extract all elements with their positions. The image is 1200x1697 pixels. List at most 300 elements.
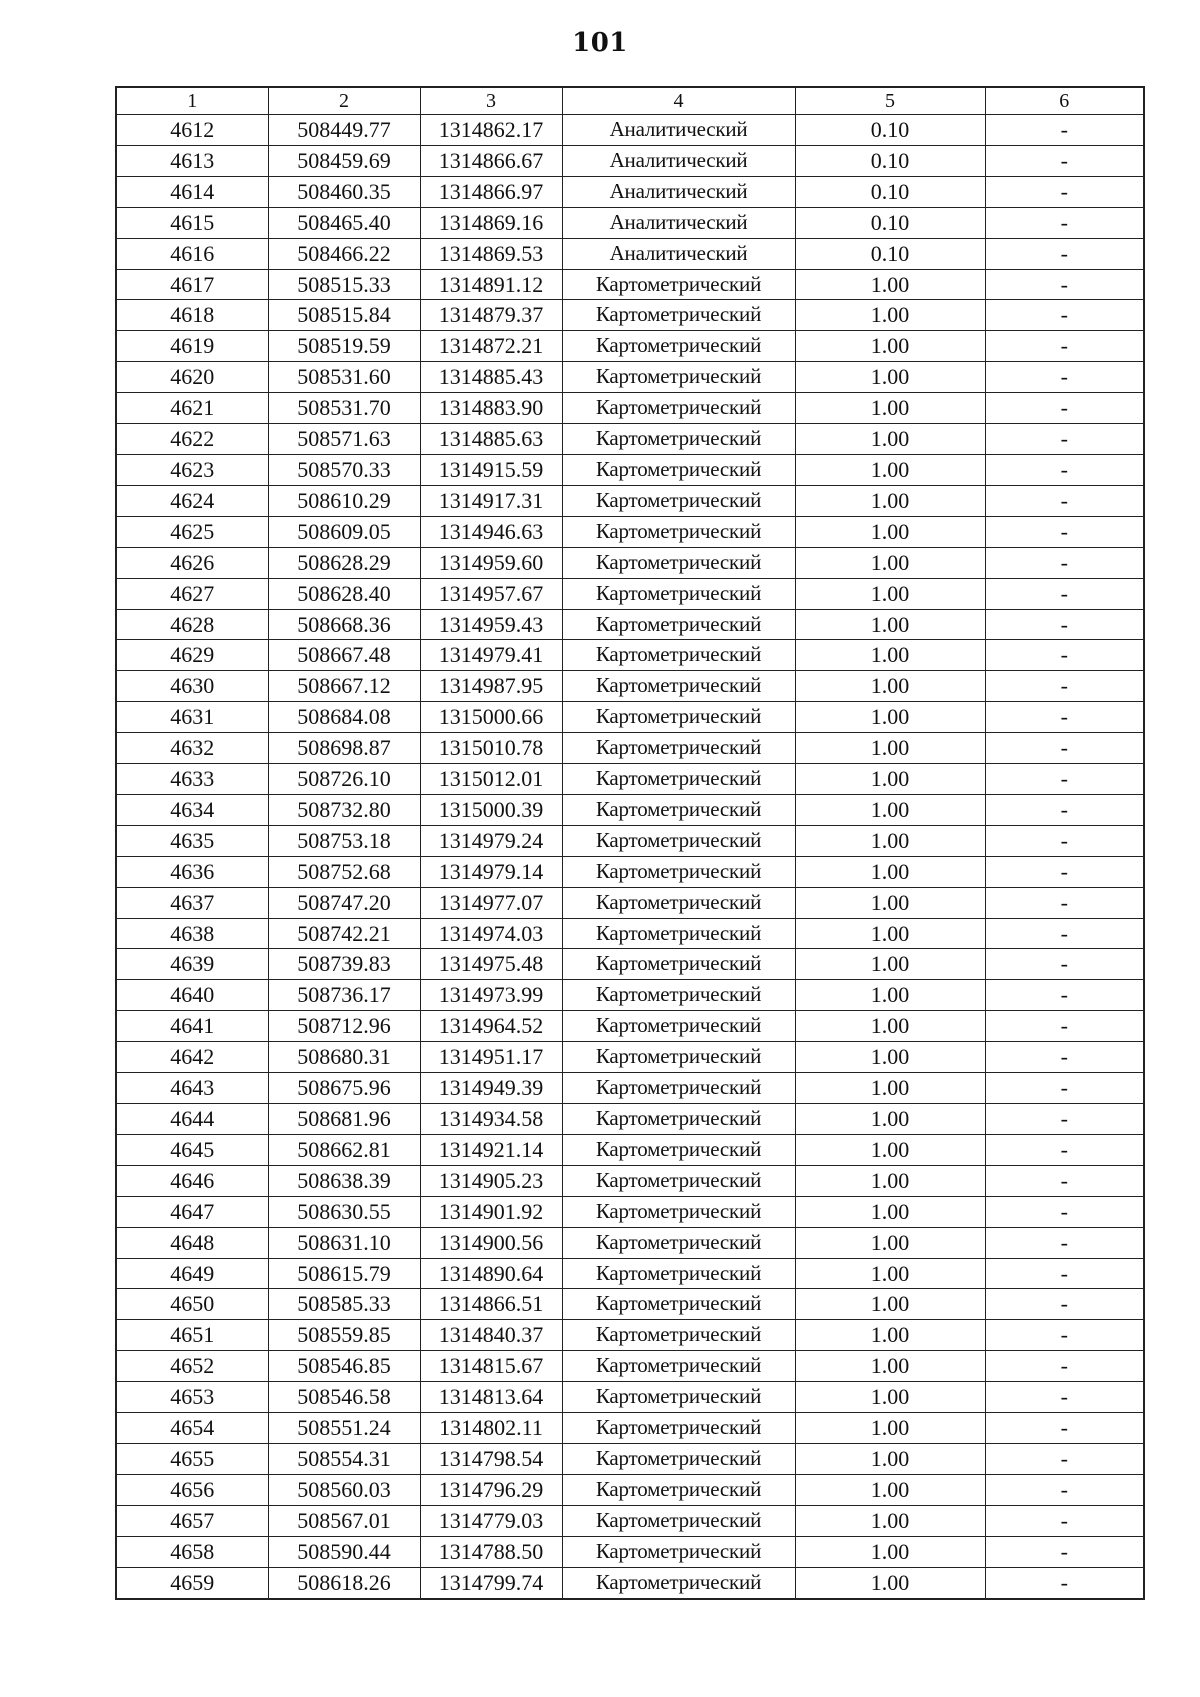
x-coordinate-cell: 508668.36 <box>268 609 420 640</box>
y-coordinate-cell: 1314815.67 <box>420 1351 562 1382</box>
note-cell: - <box>985 825 1144 856</box>
accuracy-cell: 1.00 <box>795 1073 985 1104</box>
accuracy-cell: 1.00 <box>795 887 985 918</box>
method-cell: Аналитический <box>562 145 795 176</box>
table-row <box>116 1227 1144 1258</box>
method-cell: Картометрический <box>562 1536 795 1567</box>
x-coordinate-cell: 508638.39 <box>268 1165 420 1196</box>
x-coordinate-cell: 508551.24 <box>268 1413 420 1444</box>
method-cell: Картометрический <box>562 300 795 331</box>
point-number-cell: 4617 <box>116 269 268 300</box>
method-cell: Картометрический <box>562 609 795 640</box>
y-coordinate-cell: 1315012.01 <box>420 764 562 795</box>
x-coordinate-cell: 508559.85 <box>268 1320 420 1351</box>
method-cell: Картометрический <box>562 1227 795 1258</box>
method-cell: Картометрический <box>562 454 795 485</box>
note-cell: - <box>985 1443 1144 1474</box>
y-coordinate-cell: 1314975.48 <box>420 949 562 980</box>
y-coordinate-cell: 1314885.43 <box>420 362 562 393</box>
x-coordinate-cell: 508546.85 <box>268 1351 420 1382</box>
method-cell: Картометрический <box>562 393 795 424</box>
x-coordinate-cell: 508732.80 <box>268 794 420 825</box>
note-cell: - <box>985 547 1144 578</box>
accuracy-cell: 0.10 <box>795 176 985 207</box>
accuracy-cell: 1.00 <box>795 1196 985 1227</box>
y-coordinate-cell: 1314915.59 <box>420 454 562 485</box>
y-coordinate-cell: 1314872.21 <box>420 331 562 362</box>
x-coordinate-cell: 508609.05 <box>268 516 420 547</box>
note-cell: - <box>985 1073 1144 1104</box>
point-number-cell: 4627 <box>116 578 268 609</box>
point-number-cell: 4650 <box>116 1289 268 1320</box>
method-cell: Картометрический <box>562 918 795 949</box>
method-cell: Картометрический <box>562 671 795 702</box>
x-coordinate-cell: 508554.31 <box>268 1443 420 1474</box>
note-cell: - <box>985 1196 1144 1227</box>
y-coordinate-cell: 1314883.90 <box>420 393 562 424</box>
note-cell: - <box>985 764 1144 795</box>
point-number-cell: 4614 <box>116 176 268 207</box>
point-number-cell: 4653 <box>116 1382 268 1413</box>
accuracy-cell: 1.00 <box>795 1474 985 1505</box>
method-cell: Картометрический <box>562 578 795 609</box>
method-cell: Картометрический <box>562 1011 795 1042</box>
method-cell: Картометрический <box>562 331 795 362</box>
point-number-cell: 4655 <box>116 1443 268 1474</box>
x-coordinate-cell: 508667.48 <box>268 640 420 671</box>
point-number-cell: 4613 <box>116 145 268 176</box>
accuracy-cell: 1.00 <box>795 362 985 393</box>
point-number-cell: 4623 <box>116 454 268 485</box>
accuracy-cell: 1.00 <box>795 825 985 856</box>
point-number-cell: 4624 <box>116 485 268 516</box>
y-coordinate-cell: 1314979.14 <box>420 856 562 887</box>
y-coordinate-cell: 1314866.51 <box>420 1289 562 1320</box>
accuracy-cell: 1.00 <box>795 609 985 640</box>
column-header: 2 <box>268 87 420 115</box>
accuracy-cell: 0.10 <box>795 145 985 176</box>
y-coordinate-cell: 1314949.39 <box>420 1073 562 1104</box>
y-coordinate-cell: 1314921.14 <box>420 1134 562 1165</box>
note-cell: - <box>985 238 1144 269</box>
x-coordinate-cell: 508570.33 <box>268 454 420 485</box>
point-number-cell: 4622 <box>116 424 268 455</box>
table-row <box>116 918 1144 949</box>
x-coordinate-cell: 508515.33 <box>268 269 420 300</box>
table-row <box>116 331 1144 362</box>
table-row <box>116 733 1144 764</box>
x-coordinate-cell: 508466.22 <box>268 238 420 269</box>
method-cell: Картометрический <box>562 764 795 795</box>
table-row <box>116 1258 1144 1289</box>
note-cell: - <box>985 609 1144 640</box>
accuracy-cell: 1.00 <box>795 980 985 1011</box>
point-number-cell: 4656 <box>116 1474 268 1505</box>
x-coordinate-cell: 508610.29 <box>268 485 420 516</box>
table-row <box>116 1134 1144 1165</box>
point-number-cell: 4646 <box>116 1165 268 1196</box>
note-cell: - <box>985 176 1144 207</box>
table-row <box>116 980 1144 1011</box>
point-number-cell: 4629 <box>116 640 268 671</box>
page-number: 101 <box>572 28 628 58</box>
table-row <box>116 362 1144 393</box>
method-cell: Аналитический <box>562 238 795 269</box>
note-cell: - <box>985 1258 1144 1289</box>
method-cell: Картометрический <box>562 702 795 733</box>
method-cell: Картометрический <box>562 887 795 918</box>
method-cell: Картометрический <box>562 1474 795 1505</box>
table-row <box>116 1474 1144 1505</box>
x-coordinate-cell: 508628.40 <box>268 578 420 609</box>
y-coordinate-cell: 1314869.16 <box>420 207 562 238</box>
table-row <box>116 1196 1144 1227</box>
method-cell: Картометрический <box>562 949 795 980</box>
y-coordinate-cell: 1314788.50 <box>420 1536 562 1567</box>
accuracy-cell: 1.00 <box>795 1536 985 1567</box>
point-number-cell: 4648 <box>116 1227 268 1258</box>
accuracy-cell: 1.00 <box>795 1413 985 1444</box>
note-cell: - <box>985 1165 1144 1196</box>
point-number-cell: 4633 <box>116 764 268 795</box>
table-row <box>116 578 1144 609</box>
accuracy-cell: 1.00 <box>795 547 985 578</box>
point-number-cell: 4639 <box>116 949 268 980</box>
x-coordinate-cell: 508590.44 <box>268 1536 420 1567</box>
method-cell: Картометрический <box>562 825 795 856</box>
accuracy-cell: 1.00 <box>795 269 985 300</box>
x-coordinate-cell: 508531.60 <box>268 362 420 393</box>
x-coordinate-cell: 508546.58 <box>268 1382 420 1413</box>
point-number-cell: 4630 <box>116 671 268 702</box>
x-coordinate-cell: 508739.83 <box>268 949 420 980</box>
note-cell: - <box>985 1505 1144 1536</box>
method-cell: Картометрический <box>562 1289 795 1320</box>
table-row <box>116 238 1144 269</box>
point-number-cell: 4654 <box>116 1413 268 1444</box>
note-cell: - <box>985 1320 1144 1351</box>
point-number-cell: 4651 <box>116 1320 268 1351</box>
note-cell: - <box>985 393 1144 424</box>
point-number-cell: 4634 <box>116 794 268 825</box>
accuracy-cell: 1.00 <box>795 454 985 485</box>
table-row <box>116 1104 1144 1135</box>
note-cell: - <box>985 1011 1144 1042</box>
note-cell: - <box>985 485 1144 516</box>
y-coordinate-cell: 1314957.67 <box>420 578 562 609</box>
x-coordinate-cell: 508712.96 <box>268 1011 420 1042</box>
note-cell: - <box>985 1474 1144 1505</box>
method-cell: Картометрический <box>562 424 795 455</box>
table-row <box>116 1042 1144 1073</box>
y-coordinate-cell: 1314885.63 <box>420 424 562 455</box>
accuracy-cell: 1.00 <box>795 1165 985 1196</box>
accuracy-cell: 1.00 <box>795 1042 985 1073</box>
note-cell: - <box>985 1104 1144 1135</box>
note-cell: - <box>985 887 1144 918</box>
note-cell: - <box>985 1382 1144 1413</box>
y-coordinate-cell: 1314866.97 <box>420 176 562 207</box>
point-number-cell: 4616 <box>116 238 268 269</box>
note-cell: - <box>985 1567 1144 1598</box>
y-coordinate-cell: 1314979.24 <box>420 825 562 856</box>
table-row <box>116 393 1144 424</box>
table-row <box>116 825 1144 856</box>
y-coordinate-cell: 1314779.03 <box>420 1505 562 1536</box>
y-coordinate-cell: 1314934.58 <box>420 1104 562 1135</box>
y-coordinate-cell: 1314977.07 <box>420 887 562 918</box>
accuracy-cell: 1.00 <box>795 949 985 980</box>
x-coordinate-cell: 508680.31 <box>268 1042 420 1073</box>
y-coordinate-cell: 1314951.17 <box>420 1042 562 1073</box>
point-number-cell: 4647 <box>116 1196 268 1227</box>
note-cell: - <box>985 1536 1144 1567</box>
x-coordinate-cell: 508628.29 <box>268 547 420 578</box>
table-row <box>116 887 1144 918</box>
accuracy-cell: 1.00 <box>795 1227 985 1258</box>
x-coordinate-cell: 508753.18 <box>268 825 420 856</box>
note-cell: - <box>985 949 1144 980</box>
accuracy-cell: 1.00 <box>795 1289 985 1320</box>
x-coordinate-cell: 508465.40 <box>268 207 420 238</box>
point-number-cell: 4636 <box>116 856 268 887</box>
accuracy-cell: 1.00 <box>795 1382 985 1413</box>
note-cell: - <box>985 145 1144 176</box>
note-cell: - <box>985 1227 1144 1258</box>
note-cell: - <box>985 733 1144 764</box>
point-number-cell: 4641 <box>116 1011 268 1042</box>
accuracy-cell: 1.00 <box>795 1011 985 1042</box>
accuracy-cell: 1.00 <box>795 1320 985 1351</box>
point-number-cell: 4615 <box>116 207 268 238</box>
table-row <box>116 1567 1144 1598</box>
method-cell: Картометрический <box>562 1073 795 1104</box>
point-number-cell: 4619 <box>116 331 268 362</box>
method-cell: Картометрический <box>562 1104 795 1135</box>
note-cell: - <box>985 1042 1144 1073</box>
y-coordinate-cell: 1314798.54 <box>420 1443 562 1474</box>
y-coordinate-cell: 1314946.63 <box>420 516 562 547</box>
point-number-cell: 4618 <box>116 300 268 331</box>
point-number-cell: 4637 <box>116 887 268 918</box>
note-cell: - <box>985 1289 1144 1320</box>
table-row <box>116 1382 1144 1413</box>
x-coordinate-cell: 508531.70 <box>268 393 420 424</box>
y-coordinate-cell: 1314979.41 <box>420 640 562 671</box>
note-cell: - <box>985 269 1144 300</box>
table-row <box>116 516 1144 547</box>
point-number-cell: 4625 <box>116 516 268 547</box>
method-cell: Картометрический <box>562 640 795 671</box>
x-coordinate-cell: 508460.35 <box>268 176 420 207</box>
accuracy-cell: 0.10 <box>795 238 985 269</box>
y-coordinate-cell: 1315000.39 <box>420 794 562 825</box>
point-number-cell: 4628 <box>116 609 268 640</box>
accuracy-cell: 1.00 <box>795 331 985 362</box>
table-row <box>116 300 1144 331</box>
y-coordinate-cell: 1314869.53 <box>420 238 562 269</box>
method-cell: Картометрический <box>562 485 795 516</box>
x-coordinate-cell: 508630.55 <box>268 1196 420 1227</box>
note-cell: - <box>985 671 1144 702</box>
note-cell: - <box>985 362 1144 393</box>
note-cell: - <box>985 115 1144 146</box>
accuracy-cell: 1.00 <box>795 516 985 547</box>
method-cell: Картометрический <box>562 1505 795 1536</box>
note-cell: - <box>985 1351 1144 1382</box>
table-row <box>116 269 1144 300</box>
method-cell: Картометрический <box>562 1134 795 1165</box>
note-cell: - <box>985 454 1144 485</box>
table-row <box>116 1443 1144 1474</box>
point-number-cell: 4659 <box>116 1567 268 1598</box>
accuracy-cell: 1.00 <box>795 1258 985 1289</box>
y-coordinate-cell: 1314974.03 <box>420 918 562 949</box>
table-row <box>116 1351 1144 1382</box>
y-coordinate-cell: 1314987.95 <box>420 671 562 702</box>
x-coordinate-cell: 508752.68 <box>268 856 420 887</box>
x-coordinate-cell: 508698.87 <box>268 733 420 764</box>
table-header-row <box>116 87 1144 115</box>
accuracy-cell: 1.00 <box>795 702 985 733</box>
table-row <box>116 1320 1144 1351</box>
method-cell: Картометрический <box>562 269 795 300</box>
point-number-cell: 4631 <box>116 702 268 733</box>
accuracy-cell: 1.00 <box>795 1104 985 1135</box>
y-coordinate-cell: 1315000.66 <box>420 702 562 733</box>
table-body <box>116 115 1144 1599</box>
note-cell: - <box>985 300 1144 331</box>
note-cell: - <box>985 918 1144 949</box>
x-coordinate-cell: 508736.17 <box>268 980 420 1011</box>
x-coordinate-cell: 508662.81 <box>268 1134 420 1165</box>
method-cell: Картометрический <box>562 1567 795 1598</box>
point-number-cell: 4626 <box>116 547 268 578</box>
table-row <box>116 454 1144 485</box>
point-number-cell: 4621 <box>116 393 268 424</box>
table-row <box>116 485 1144 516</box>
x-coordinate-cell: 508519.59 <box>268 331 420 362</box>
accuracy-cell: 1.00 <box>795 1443 985 1474</box>
column-header: 1 <box>116 87 268 115</box>
method-cell: Картометрический <box>562 794 795 825</box>
accuracy-cell: 1.00 <box>795 764 985 795</box>
x-coordinate-cell: 508567.01 <box>268 1505 420 1536</box>
point-number-cell: 4658 <box>116 1536 268 1567</box>
accuracy-cell: 1.00 <box>795 671 985 702</box>
y-coordinate-cell: 1314840.37 <box>420 1320 562 1351</box>
method-cell: Аналитический <box>562 207 795 238</box>
table-row <box>116 1165 1144 1196</box>
accuracy-cell: 1.00 <box>795 424 985 455</box>
y-coordinate-cell: 1314879.37 <box>420 300 562 331</box>
method-cell: Картометрический <box>562 362 795 393</box>
table-row <box>116 856 1144 887</box>
x-coordinate-cell: 508742.21 <box>268 918 420 949</box>
table-row <box>116 424 1144 455</box>
note-cell: - <box>985 1413 1144 1444</box>
accuracy-cell: 1.00 <box>795 918 985 949</box>
note-cell: - <box>985 980 1144 1011</box>
y-coordinate-cell: 1314973.99 <box>420 980 562 1011</box>
table-row <box>116 115 1144 146</box>
x-coordinate-cell: 508675.96 <box>268 1073 420 1104</box>
table-row <box>116 671 1144 702</box>
note-cell: - <box>985 856 1144 887</box>
y-coordinate-cell: 1314862.17 <box>420 115 562 146</box>
table-row <box>116 1413 1144 1444</box>
point-number-cell: 4620 <box>116 362 268 393</box>
note-cell: - <box>985 331 1144 362</box>
accuracy-cell: 1.00 <box>795 733 985 764</box>
accuracy-cell: 1.00 <box>795 856 985 887</box>
x-coordinate-cell: 508667.12 <box>268 671 420 702</box>
table-row <box>116 145 1144 176</box>
x-coordinate-cell: 508449.77 <box>268 115 420 146</box>
note-cell: - <box>985 424 1144 455</box>
method-cell: Картометрический <box>562 1258 795 1289</box>
accuracy-cell: 1.00 <box>795 1351 985 1382</box>
point-number-cell: 4638 <box>116 918 268 949</box>
accuracy-cell: 1.00 <box>795 393 985 424</box>
x-coordinate-cell: 508571.63 <box>268 424 420 455</box>
accuracy-cell: 1.00 <box>795 578 985 609</box>
note-cell: - <box>985 794 1144 825</box>
table-row <box>116 207 1144 238</box>
x-coordinate-cell: 508515.84 <box>268 300 420 331</box>
x-coordinate-cell: 508585.33 <box>268 1289 420 1320</box>
accuracy-cell: 1.00 <box>795 300 985 331</box>
point-number-cell: 4649 <box>116 1258 268 1289</box>
column-header: 6 <box>985 87 1144 115</box>
accuracy-cell: 1.00 <box>795 1505 985 1536</box>
method-cell: Картометрический <box>562 856 795 887</box>
accuracy-cell: 1.00 <box>795 1134 985 1165</box>
note-cell: - <box>985 516 1144 547</box>
method-cell: Картометрический <box>562 1320 795 1351</box>
column-header: 3 <box>420 87 562 115</box>
table-row <box>116 547 1144 578</box>
y-coordinate-cell: 1314802.11 <box>420 1413 562 1444</box>
method-cell: Аналитический <box>562 176 795 207</box>
accuracy-cell: 0.10 <box>795 115 985 146</box>
x-coordinate-cell: 508747.20 <box>268 887 420 918</box>
method-cell: Картометрический <box>562 1351 795 1382</box>
x-coordinate-cell: 508631.10 <box>268 1227 420 1258</box>
y-coordinate-cell: 1314796.29 <box>420 1474 562 1505</box>
y-coordinate-cell: 1314813.64 <box>420 1382 562 1413</box>
method-cell: Картометрический <box>562 980 795 1011</box>
x-coordinate-cell: 508681.96 <box>268 1104 420 1135</box>
accuracy-cell: 0.10 <box>795 207 985 238</box>
y-coordinate-cell: 1314905.23 <box>420 1165 562 1196</box>
y-coordinate-cell: 1314891.12 <box>420 269 562 300</box>
note-cell: - <box>985 702 1144 733</box>
note-cell: - <box>985 640 1144 671</box>
table-row <box>116 1505 1144 1536</box>
table-row <box>116 640 1144 671</box>
column-header: 5 <box>795 87 985 115</box>
y-coordinate-cell: 1314890.64 <box>420 1258 562 1289</box>
accuracy-cell: 1.00 <box>795 485 985 516</box>
method-cell: Картометрический <box>562 733 795 764</box>
point-number-cell: 4642 <box>116 1042 268 1073</box>
y-coordinate-cell: 1314901.92 <box>420 1196 562 1227</box>
method-cell: Картометрический <box>562 1042 795 1073</box>
y-coordinate-cell: 1314799.74 <box>420 1567 562 1598</box>
y-coordinate-cell: 1314866.67 <box>420 145 562 176</box>
point-number-cell: 4652 <box>116 1351 268 1382</box>
